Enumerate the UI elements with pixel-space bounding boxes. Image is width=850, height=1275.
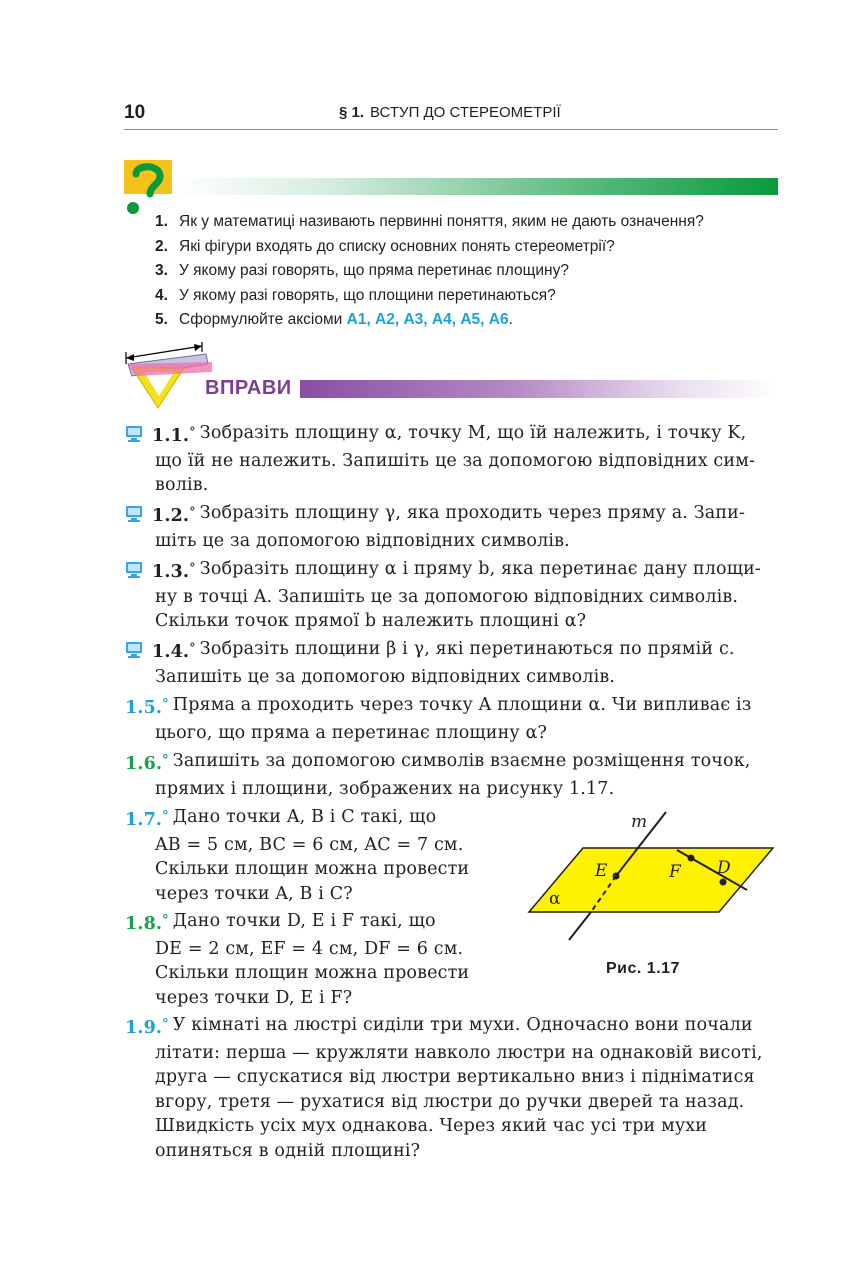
label-d: D — [717, 858, 731, 878]
question-item — [155, 235, 704, 260]
figure-caption: Рис. 1.17 — [606, 960, 680, 977]
exercise-text: Зобразіть площину γ, яка проходить через пряму a. Запи- — [199, 503, 746, 523]
exercise-lead — [125, 909, 169, 937]
exercise-text: Скільки точок прямої b належить площині α? — [155, 611, 587, 631]
exercise-text: AB = 5 см, BC = 6 см, AC = 7 см. — [155, 834, 464, 855]
exercise-text: вгору, третя — рухатися від люстри до ручки дверей та назад. — [155, 1091, 745, 1112]
question-number: 5. — [155, 311, 168, 329]
plane-alpha — [529, 848, 773, 912]
computer-icon — [125, 641, 143, 659]
figure-plane-line — [525, 810, 780, 950]
difficulty-mark: ° — [162, 753, 169, 768]
exercise-number: 1.8. — [125, 914, 163, 934]
exercise-1-7 — [125, 805, 503, 906]
exercise-number: 1.5. — [125, 698, 163, 718]
difficulty-mark: ° — [162, 809, 169, 824]
exercise-number: 1.3. — [152, 562, 190, 582]
exercise-text: DE = 2 см, EF = 4 см, DF = 6 см. — [155, 938, 464, 959]
exercise-1-4 — [125, 637, 778, 689]
exercise-text: Зобразіть площини β і γ, які перетинаються по прямій c. — [199, 639, 735, 659]
computer-icon — [125, 425, 143, 443]
question-number: 3. — [155, 262, 168, 280]
difficulty-mark: ° — [189, 561, 196, 576]
difficulty-mark: ° — [189, 641, 196, 656]
control-questions — [155, 210, 704, 333]
section-title — [339, 104, 561, 121]
exercise-line — [125, 501, 778, 529]
exercise-text: Запишіть це за допомогою відповідних символів. — [155, 666, 616, 687]
exercise-text: У кімнаті на люстрі сиділи три мухи. Одночасно вони почали — [172, 1015, 753, 1035]
difficulty-mark: ° — [162, 697, 169, 712]
exercise-text: Запишіть за допомогою символів взаємне розміщення точок, — [172, 751, 751, 771]
exercise-lead — [125, 693, 169, 721]
exercise-text: волів. — [155, 475, 209, 495]
point-f — [688, 855, 695, 862]
exercise-text: Пряма a проходить через точку A площини α. Чи випливає із — [172, 695, 752, 715]
exercise-text: Зобразіть площину α і пряму b, яка перетинає дану площи- — [199, 559, 761, 579]
exercise-1-1 — [125, 421, 778, 498]
exercise-text: літати: перша — кружляти навколо люстри на однаковій висоті, — [155, 1042, 763, 1063]
page-header — [124, 100, 778, 130]
exercise-number: 1.9. — [125, 1018, 163, 1038]
question-tail: . — [508, 311, 513, 329]
difficulty-mark: ° — [162, 1017, 169, 1032]
set-square-ruler-icon — [122, 342, 214, 412]
question-text: У якому разі говорять, що площини перетинаються? — [179, 286, 556, 304]
exercise-1-2 — [125, 501, 778, 553]
section-name: ВСТУП ДО СТЕРЕОМЕТРІЇ — [370, 104, 561, 121]
questions-divider — [176, 178, 778, 195]
label-m: m — [631, 812, 648, 832]
line-m-lower — [569, 912, 591, 940]
label-alpha: α — [549, 889, 561, 909]
exercise-text: друга — спускатися від люстри вертикально вниз і підніматися — [155, 1067, 755, 1087]
exercise-1-9 — [125, 1013, 778, 1163]
computer-icon — [125, 505, 143, 523]
exercise-text: через точки A, B і C? — [155, 883, 353, 904]
question-number: 1. — [155, 213, 168, 230]
difficulty-mark: ° — [189, 425, 196, 440]
exercise-line — [125, 637, 778, 665]
exercise-line — [125, 421, 778, 449]
question-text: У якому разі говорять, що пряма перетинає площину? — [179, 262, 569, 280]
exercise-1-3 — [125, 557, 778, 634]
axiom-list: А1, А2, А3, А4, А5, А6 — [346, 311, 509, 329]
exercise-line — [125, 693, 778, 721]
point-d — [720, 879, 727, 886]
difficulty-mark: ° — [162, 913, 169, 928]
exercise-line — [125, 749, 778, 777]
question-text: Які фігури входять до списку основних понять стереометрії? — [179, 237, 615, 255]
exercise-lead — [125, 637, 196, 665]
exercise-number: 1.1. — [152, 426, 190, 446]
exercise-text: через точки D, E і F? — [155, 987, 353, 1008]
question-text: Як у математиці називають первинні поняття, яким не дають означення? — [179, 213, 704, 230]
exercise-number: 1.4. — [152, 642, 190, 662]
label-f: F — [669, 862, 681, 882]
question-item — [155, 308, 704, 333]
exercise-text: ну в точці A. Запишіть це за допомогою відповідних символів. — [155, 586, 739, 607]
exercise-lead — [125, 421, 196, 449]
exercise-text: цього, що пряма a перетинає площину α? — [155, 722, 548, 743]
computer-icon — [125, 561, 143, 579]
question-mark-icon — [124, 160, 172, 216]
point-e — [613, 873, 620, 880]
label-e: E — [595, 861, 608, 881]
exercise-text: Скільки площин можна провести — [155, 963, 470, 983]
exercise-line — [125, 805, 503, 833]
exercise-1-8 — [125, 909, 503, 1010]
exercise-text: Зобразіть площину α, точку M, що їй належить, і точку K, — [199, 423, 747, 443]
exercise-text: опиняться в одній площині? — [155, 1140, 421, 1161]
question-item — [155, 210, 704, 235]
exercise-lead — [125, 749, 169, 777]
exercise-1-5 — [125, 693, 778, 745]
exercise-line — [125, 1013, 778, 1041]
exercise-text: Дано точки A, B і C такі, що — [172, 807, 437, 827]
exercise-text: що їй не належить. Запишіть це за допомогою відповідних сим- — [155, 450, 756, 471]
exercise-lead — [125, 805, 169, 833]
exercise-lead — [125, 1013, 169, 1041]
page-number: 10 — [124, 102, 146, 123]
section-mark: § 1. — [339, 104, 365, 121]
question-number: 2. — [155, 237, 168, 255]
exercise-lead — [125, 557, 196, 585]
exercise-number: 1.7. — [125, 810, 163, 830]
question-item — [155, 284, 704, 309]
question-item — [155, 259, 704, 284]
exercise-line — [125, 557, 778, 585]
exercise-text: Скільки площин можна провести — [155, 859, 470, 879]
difficulty-mark: ° — [189, 505, 196, 520]
exercise-lead — [125, 501, 196, 529]
exercise-text: шіть це за допомогою відповідних символів. — [155, 530, 570, 551]
exercise-line — [125, 909, 503, 937]
exercise-number: 1.6. — [125, 754, 163, 774]
exercise-number: 1.2. — [152, 506, 190, 526]
exercise-text: Дано точки D, E і F такі, що — [172, 911, 436, 931]
exercises-divider — [300, 380, 778, 398]
exercise-text: прямих і площини, зображених на рисунку 1.17. — [155, 778, 615, 799]
exercise-1-6 — [125, 749, 778, 801]
exercise-text: Швидкість усіх мух однакова. Через який час усі три мухи — [155, 1116, 708, 1136]
exercises-title: ВПРАВИ — [205, 377, 292, 399]
question-text: Сформулюйте аксіоми — [179, 311, 347, 329]
question-number: 4. — [155, 286, 168, 304]
